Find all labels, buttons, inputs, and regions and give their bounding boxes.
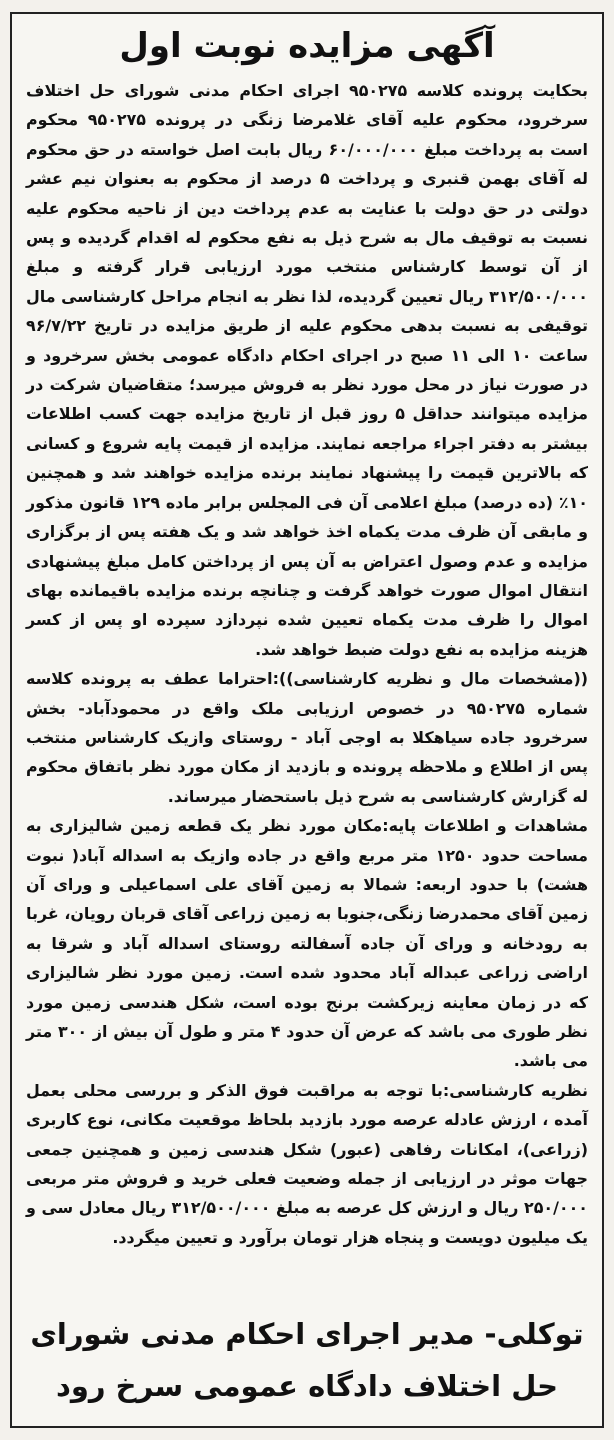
paragraph-observations: مشاهدات و اطلاعات پایه:مکان مورد نظر یک قطعه زمین شالیزاری به مساحت حدود ۱۲۵۰ متر مربع واقع در جاده وازیک به اسداله آباد( نبوت هشت) با حدود اربعه: شمالا به زمین آقای علی اسماعیلی و ورای آن زمین آقای محمدرضا زنگی،جنوبا به زمین زراعی آقای قربان رویان، غربا به رودخانه و ورای آن جاده آسفالته روستای اسداله آباد و شرقا به اراضی زراعی عبداله آباد محدود شده است. زمین مورد نظر شالیزاری که در زمان معاینه زیرکشت برنج بوده است، شکل هندسی زمین مورد نظر طوری می باشد که عرض آن حدود ۴ متر و طول آن بیش از ۳۰۰ متر می باشد. xyxy=(26,816,588,1071)
notice-body xyxy=(26,76,588,1252)
signature-line-2: حل اختلاف دادگاه عمومی سرخ رود xyxy=(55,1369,559,1403)
notice-title: آگهی مزایده نوبت اول xyxy=(119,26,495,66)
paragraph-case-details: بحکایت پرونده کلاسه ۹۵۰۲۷۵ اجرای احکام مدنی شورای حل اختلاف سرخرود، محکوم علیه آقای غلامرضا زنگی در پرونده ۹۵۰۲۷۵ محکوم است به پرداخت مبلغ ۶۰/۰۰۰/۰۰۰ ریال بابت اصل خواسته در حق محکوم له آقای بهمن قنبری و پرداخت ۵ درصد از محکوم به بعنوان نیم عشر دولتی در حق دولت با عنایت به عدم پرداخت دین از ناحیه محکوم علیه نسبت به توقیف مال به شرح ذیل به نفع محکوم له اقدام گردیده و پس از آن توسط کارشناس منتخب مورد ارزیابی قرار گرفته و مبلغ ۳۱۲/۵۰۰/۰۰۰ ریال تعیین گردیده، لذا نظر به انجام مراحل کارشناسی مال توقیفی به نسبت بدهی محکوم علیه از طریق مزایده در تاریخ ۹۶/۷/۲۲ ساعت ۱۰ الی ۱۱ صبح در اجرای احکام دادگاه عمومی بخش سرخرود و در صورت نیاز در محل مورد نظر به فروش میرسد؛ متقاضیان شرکت در مزایده میتوانند حداقل ۵ روز قبل از تاریخ مزایده جهت کسب اطلاعات بیشتر به دفتر اجراء مراجعه نمایند. مزایده از قیمت پایه شروع و کسانی که بالاترین قیمت را پیشنهاد نمایند برنده مزایده خواهند شد و همچنین ۱۰٪ (ده درصد) مبلغ اعلامی آن فی المجلس برابر ماده ۱۲۹ قانون مذکور و مابقی آن ظرف مدت یکماه اخذ خواهد شد و یک هفته پس از برگزاری مزایده و عدم وصول اعتراض به آن پس از پرداختن کامل مبلغ پیشنهادی انتقال اموال صورت خواهد گرفت و چنانچه برنده مزایده باقیمانده بهای اموال را ظرف مدت یکماه تعیین شده نپردازد سپرده او پس از کسر هزینه مزایده به نفع دولت ضبط خواهد شد. xyxy=(26,81,588,659)
signature-block xyxy=(22,1308,592,1412)
auction-notice xyxy=(10,12,604,1428)
paragraph-property-specs: ((مشخصات مال و نظریه کارشناسی)):احتراما عطف به پرونده کلاسه شماره ۹۵۰۲۷۵ در خصوص ارزیابی ملک واقع در محمودآباد- بخش سرخرود جاده سیاهکلا به اوجی آباد - روستای وازیک کارشناس منتخب پس از اطلاع و ملاحظه پرونده و بازدید از مکان مورد نظر باتفاق محکوم له گزارش کارشناسی به شرح ذیل باستحضار میرساند. xyxy=(26,669,588,806)
paragraph-expert-opinion: نظریه کارشناسی:با توجه به مراقبت فوق الذکر و بررسی محلی بعمل آمده ، ارزش عادله عرصه مورد بازدید بلحاظ موقعیت مکانی، نوع کاربری (زراعی)، امکانات رفاهی (عبور) شکل هندسی زمین و همچنین جمعی جهات موثر در ارزیابی از جمله وضعیت فعلی خرید و فروش متر مربعی ۲۵۰/۰۰۰ ریال و ارزش کل عرصه به مبلغ ۳۱۲/۵۰۰/۰۰۰ ریال معادل سی و یک میلیون دویست و پنجاه هزار تومان برآورد و تعیین میگردد. xyxy=(26,1080,588,1247)
signature-line-1: توکلی- مدیر اجرای احکام مدنی شورای xyxy=(30,1317,584,1351)
